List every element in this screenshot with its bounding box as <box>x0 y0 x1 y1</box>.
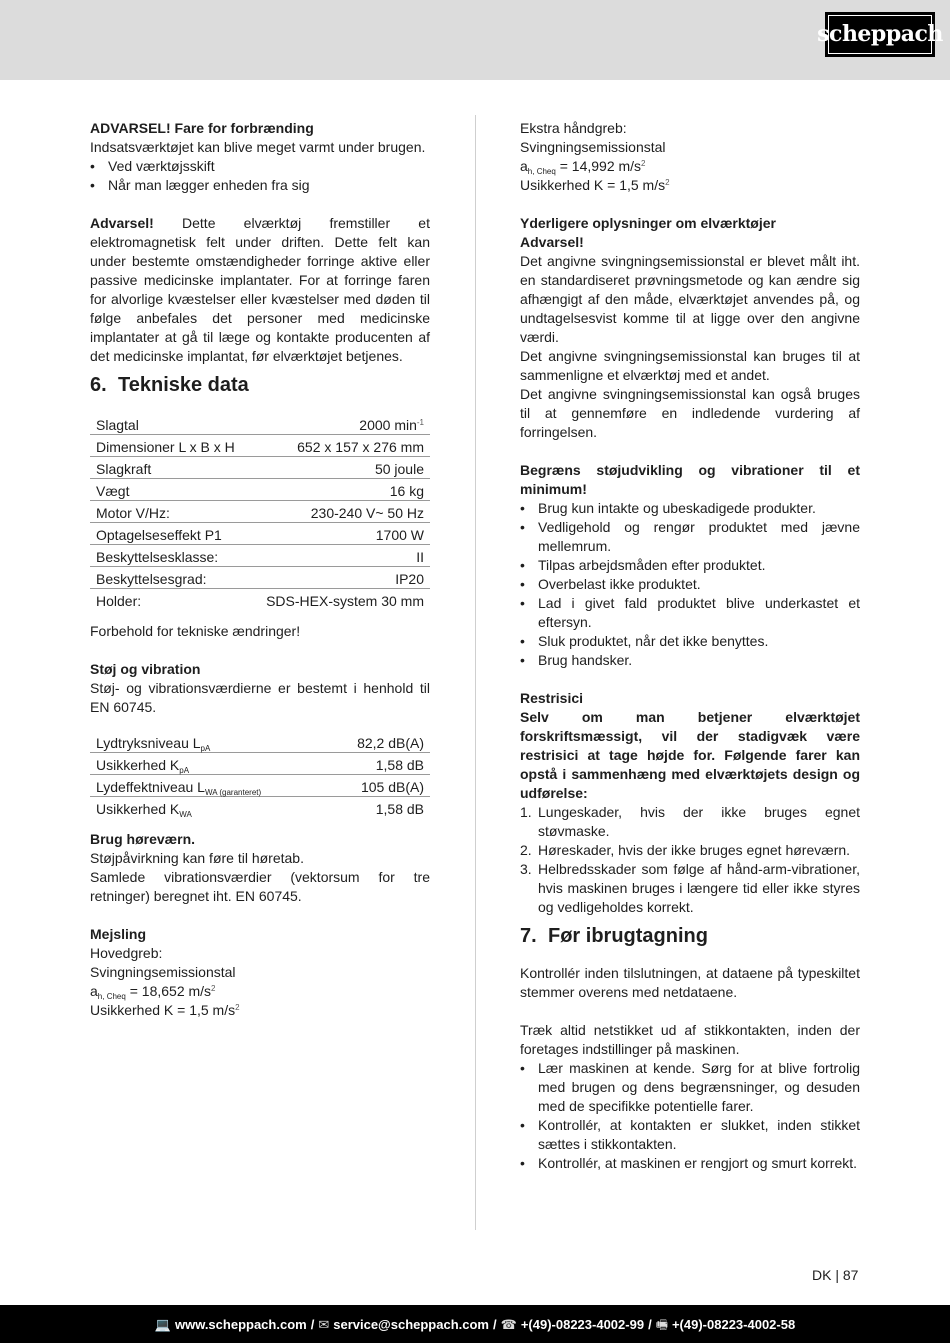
list-item <box>520 841 860 860</box>
text-run: Svingningsemissionstal <box>520 139 666 155</box>
row-label <box>90 797 325 819</box>
spacer <box>520 670 860 689</box>
separator: / <box>648 1316 652 1332</box>
text-run: Støjpåvirkning kan føre til høretab. <box>90 850 304 866</box>
bullet-icon: • <box>520 576 525 592</box>
text-run: Vægt <box>96 483 130 499</box>
table-row <box>90 413 430 435</box>
text-run: 230-240 V~ 50 Hz <box>310 505 424 521</box>
text-run: Støj og vibration <box>90 661 201 677</box>
text-run: Begræns støjudvikling og vibrationer til et minimum! <box>520 462 860 497</box>
text-run: a <box>520 158 528 174</box>
paragraph <box>520 461 860 499</box>
text-run: Restrisici <box>520 690 584 706</box>
text-run: Usikkerhed K <box>96 757 180 773</box>
row-label <box>90 435 250 457</box>
table-row <box>90 523 430 545</box>
text-run: Slagkraft <box>96 461 152 477</box>
bullet-icon: • <box>520 1155 525 1171</box>
list-number: 2. <box>520 842 532 858</box>
text-run: Samlede vibrationsværdier (vektorsum for tre retninger) beregnet iht. EN 60745. <box>90 869 430 904</box>
text-run: Kontrollér, at kontakten er slukket, inden stikket sættes i stikkontakten. <box>538 1117 860 1152</box>
row-value <box>250 545 430 567</box>
section-title: Tekniske data <box>118 374 249 396</box>
paragraph <box>90 925 430 944</box>
text-run: Det angivne svingningsemissionstal kan også bruges til at gennemføre en indledende vurdering af forringelsen. <box>520 386 860 440</box>
paragraph <box>520 385 860 442</box>
text-run: a <box>90 983 98 999</box>
list-item <box>520 860 860 917</box>
bullet-list <box>520 499 860 670</box>
email-link[interactable]: service@scheppach.com <box>333 1316 489 1332</box>
row-value <box>325 775 430 797</box>
section-number: 7. <box>520 925 537 947</box>
bullet-list <box>90 157 430 195</box>
spacer <box>520 442 860 461</box>
list-item <box>520 575 860 594</box>
paragraph <box>520 689 860 708</box>
text-run: Sluk produktet, når det ikke benyttes. <box>538 633 769 649</box>
table-row <box>90 567 430 589</box>
mail-icon: ✉ <box>318 1316 330 1332</box>
row-label <box>90 753 325 775</box>
bullet-icon: • <box>520 1060 525 1076</box>
paragraph <box>520 176 860 195</box>
row-label <box>90 501 250 523</box>
text-run: Overbelast ikke produktet. <box>538 576 701 592</box>
text-run: Helbredsskader som følge af hånd-arm-vibrationer, hvis maskinen bruges i længere tid eller ikke styres og vedligeholdes korrekt. <box>538 861 860 915</box>
text-run: Vedligehold og rengør produktet med jævne mellemrum. <box>538 519 860 554</box>
spacer <box>90 906 430 925</box>
list-number: 3. <box>520 861 532 877</box>
spacer <box>520 195 860 214</box>
list-item <box>90 176 430 195</box>
text-run: Ekstra håndgreb: <box>520 120 627 136</box>
text-run: Yderligere oplysninger om elværktøjer <box>520 215 776 231</box>
paragraph <box>90 868 430 906</box>
text-run: Lungeskader, hvis der ikke bruges egnet støvmaske. <box>538 804 860 839</box>
text-run: Lær maskinen at kende. Sørg for at blive fortrolig med brugen og dens begrænsninger, og desuden med de specifikke potentielle farer. <box>538 1060 860 1114</box>
text-run: 82,2 dB(A) <box>357 735 424 751</box>
table-row <box>90 753 430 775</box>
bullet-icon: • <box>520 500 525 516</box>
bullet-icon: • <box>520 557 525 573</box>
phone-number: +(49)-08223-4002-99 <box>520 1316 645 1332</box>
paragraph <box>520 1021 860 1059</box>
list-item <box>520 594 860 632</box>
table-row <box>90 797 430 819</box>
subscript: WA (garanteret) <box>204 788 262 797</box>
text-run: 50 joule <box>374 461 424 477</box>
text-run: Brug handsker. <box>538 652 633 668</box>
list-item <box>520 803 860 841</box>
text-run: ADVARSEL! Fare for forbrænding <box>90 120 314 136</box>
spacer <box>520 1002 860 1021</box>
list-item <box>90 157 430 176</box>
superscript: -1 <box>416 418 424 427</box>
separator: / <box>310 1316 315 1332</box>
paragraph <box>520 119 860 138</box>
table-row <box>90 501 430 523</box>
bullet-icon: • <box>520 519 525 535</box>
text-run: Det angivne svingningsemissionstal kan bruges til at sammenligne et elværktøj med et andet. <box>520 348 860 383</box>
row-label <box>90 413 250 435</box>
text-run: Kontrollér, at maskinen er rengjort og smurt korrekt. <box>538 1155 858 1171</box>
text-run: 16 kg <box>389 483 424 499</box>
text-run: Indsatsværktøjet kan blive meget varmt under brugen. <box>90 139 426 155</box>
paragraph <box>90 119 430 138</box>
text-run: Lad i givet fald produktet blive underkastet et eftersyn. <box>538 595 860 630</box>
text-run: Holder: <box>96 593 142 609</box>
table-row <box>90 775 430 797</box>
text-run: IP20 <box>395 571 424 587</box>
text-run: Lydeffektniveau L <box>96 779 205 795</box>
subscript: h, Cheq <box>97 992 126 1001</box>
section-title: Før ibrugtagning <box>548 925 708 947</box>
table-row <box>90 457 430 479</box>
page-num: 87 <box>842 1267 859 1283</box>
row-value <box>250 567 430 589</box>
row-value <box>250 479 430 501</box>
paragraph <box>90 660 430 679</box>
list-item <box>520 518 860 556</box>
paragraph <box>90 679 430 717</box>
phone-icon: ☎ <box>500 1316 517 1332</box>
paragraph <box>520 252 860 347</box>
text-run: Motor V/Hz: <box>96 505 170 521</box>
row-label <box>90 731 325 753</box>
text-run: Det angivne svingningsemissionstal er blevet målt iht. en standardiseret prøvningsmetode og kan ændre sig afhængigt af den måde, elværktøjet anvendes på, og undtagelsesvist komme til at ligge over den angivne værdi. <box>520 253 860 345</box>
bullet-icon: • <box>520 652 525 668</box>
bullet-icon: • <box>520 1117 525 1133</box>
paragraph <box>90 138 430 157</box>
row-value <box>250 435 430 457</box>
text-run: SDS-HEX-system 30 mm <box>266 593 424 609</box>
row-value <box>325 797 430 819</box>
paragraph <box>90 849 430 868</box>
spacer <box>90 195 430 214</box>
list-item <box>520 651 860 670</box>
paragraph <box>520 233 860 252</box>
text-run: Brug høreværn. <box>90 831 196 847</box>
fax-icon: 🖷 <box>655 1316 668 1332</box>
text-run: Usikkerhed K = 1,5 m/s <box>520 177 666 193</box>
row-label <box>90 589 250 611</box>
list-item <box>520 632 860 651</box>
text-run: Tilpas arbejdsmåden efter produktet. <box>538 557 766 573</box>
row-label <box>90 479 250 501</box>
row-value <box>250 457 430 479</box>
row-value <box>250 501 430 523</box>
text-run: Selv om man betjener elværktøjet forskriftsmæssigt, vil der stadigvæk være restrisici at tage højde for. Følgende farer kan opstå i sammenhæng med elværktøjets design og udførelse: <box>520 709 860 801</box>
spec-table <box>90 731 430 818</box>
bullet-icon: • <box>520 595 525 611</box>
text-run: Høreskader, hvis der ikke bruges egnet høreværn. <box>538 842 851 858</box>
header-bar <box>0 0 950 80</box>
row-value <box>250 589 430 611</box>
language-code: DK <box>812 1267 832 1283</box>
text-run: 2000 min <box>359 417 417 433</box>
text-run: Lydtryksniveau L <box>96 735 201 751</box>
section-heading <box>520 924 860 948</box>
scheppach-logo: scheppach <box>825 12 935 57</box>
text-run: 1700 W <box>375 527 424 543</box>
text-run: = 14,992 m/s <box>555 158 642 174</box>
text-run: 1,58 dB <box>375 757 424 773</box>
section-heading <box>90 373 430 397</box>
text-run: Dette elværktøj fremstiller et elektromagnetisk felt under driften. Dette felt kan under bestemte omstændigheder forringe aktive eller passive medicinske implantater. For at forringe faren for alvorlige kvæstelser eller kvæstelser med døden til følge anbefales det personer med medicinske implantater at gå til læge og kontakte producenten af det medicinske implantat, før elværktøjet betjenes. <box>90 215 430 364</box>
bullet-icon: • <box>520 633 525 649</box>
paragraph <box>90 214 430 366</box>
right-column <box>520 119 860 1173</box>
computer-icon: 💻 <box>154 1316 171 1332</box>
text-run: Beskyttelsesklasse: <box>96 549 219 565</box>
list-item <box>520 1154 860 1173</box>
row-value <box>325 753 430 775</box>
text-run: Mejsling <box>90 926 147 942</box>
page-number <box>812 1266 858 1285</box>
text-run: Støj- og vibrationsværdierne er bestemt i henhold til EN 60745. <box>90 680 430 715</box>
spec-table <box>90 413 430 610</box>
subscript: pA <box>200 744 211 753</box>
text-run: = 18,652 m/s <box>125 983 212 999</box>
text-run: Usikkerhed K = 1,5 m/s <box>90 1002 236 1018</box>
paragraph <box>520 347 860 385</box>
text-run: Slagtal <box>96 417 139 433</box>
column-divider <box>475 115 476 1230</box>
text-run: Svingningsemissionstal <box>90 964 236 980</box>
paragraph <box>520 964 860 1002</box>
row-label <box>90 523 250 545</box>
text-run: Usikkerhed K <box>96 801 180 817</box>
subscript: pA <box>179 766 190 775</box>
superscript: 2 <box>641 159 646 168</box>
bullet-list <box>520 1059 860 1173</box>
paragraph <box>520 214 860 233</box>
row-value <box>250 413 430 435</box>
separator: / <box>493 1316 497 1332</box>
row-label <box>90 457 250 479</box>
superscript: 2 <box>235 1003 240 1012</box>
numbered-list <box>520 803 860 917</box>
paragraph <box>90 982 430 1001</box>
separator: | <box>835 1267 839 1283</box>
paragraph <box>90 622 430 641</box>
paragraph <box>90 1001 430 1020</box>
superscript: 2 <box>665 178 670 187</box>
table-row <box>90 731 430 753</box>
text-run: 105 dB(A) <box>360 779 424 795</box>
text-run: Advarsel! <box>520 234 584 250</box>
text-run: Når man lægger enheden fra sig <box>108 177 310 193</box>
row-value <box>250 523 430 545</box>
text-run: Optagelseseffekt P1 <box>96 527 222 543</box>
table-row <box>90 479 430 501</box>
table-row <box>90 589 430 611</box>
row-label <box>90 775 325 797</box>
table-row <box>90 545 430 567</box>
text-run: II <box>416 549 424 565</box>
paragraph <box>90 963 430 982</box>
text-run: 652 x 157 x 276 mm <box>297 439 424 455</box>
table-row <box>90 435 430 457</box>
list-item <box>520 1116 860 1154</box>
list-item <box>520 556 860 575</box>
list-number: 1. <box>520 804 532 820</box>
spacer <box>90 641 430 660</box>
bullet-icon: • <box>90 177 95 193</box>
text-run: Beskyttelsesgrad: <box>96 571 207 587</box>
text-run: Forbehold for tekniske ændringer! <box>90 623 301 639</box>
superscript: 2 <box>211 984 216 993</box>
row-label <box>90 567 250 589</box>
text-run: Kontrollér inden tilslutningen, at dataene på typeskiltet stemmer overens med netdataene. <box>520 965 860 1000</box>
row-value <box>325 731 430 753</box>
text-run: Dimensioner L x B x H <box>96 439 235 455</box>
paragraph <box>520 138 860 157</box>
text-run: Brug kun intakte og ubeskadigede produkter. <box>538 500 816 516</box>
website-link[interactable]: www.scheppach.com <box>174 1316 307 1332</box>
text-run: Advarsel! <box>90 215 154 231</box>
text-run: 1,58 dB <box>375 801 424 817</box>
text-run: Ved værktøjsskift <box>108 158 215 174</box>
section-number: 6. <box>90 374 107 396</box>
paragraph <box>90 944 430 963</box>
list-item <box>520 499 860 518</box>
text-run: Hovedgreb: <box>90 945 163 961</box>
paragraph <box>520 708 860 803</box>
subscript: WA <box>179 810 192 819</box>
row-label <box>90 545 250 567</box>
bullet-icon: • <box>90 158 95 174</box>
paragraph <box>520 157 860 176</box>
list-item <box>520 1059 860 1116</box>
left-column <box>90 119 430 1020</box>
footer-bar <box>0 1305 950 1343</box>
text-run: Træk altid netstikket ud af stikkontakten, inden der foretages indstillinger på maskinen. <box>520 1022 860 1057</box>
subscript: h, Cheq <box>527 167 556 176</box>
paragraph <box>90 830 430 849</box>
fax-number: +(49)-08223-4002-58 <box>671 1316 796 1332</box>
